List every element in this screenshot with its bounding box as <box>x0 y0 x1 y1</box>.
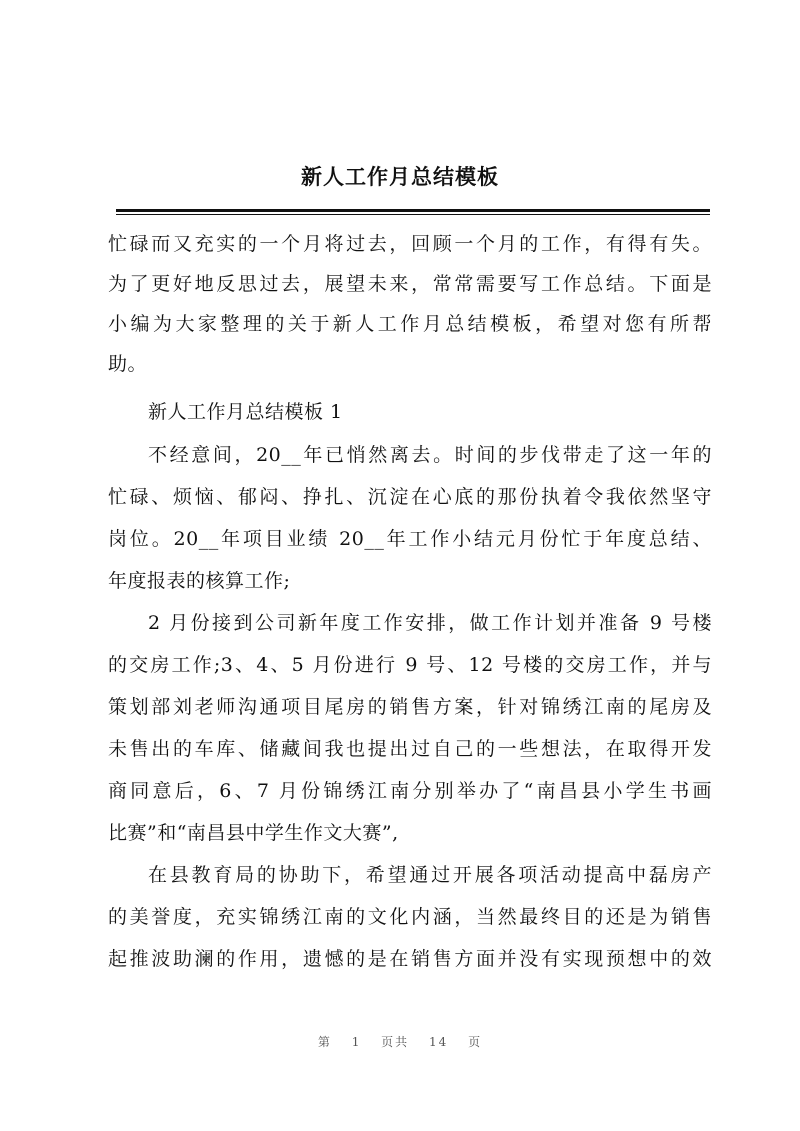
page-footer <box>0 1033 800 1050</box>
footer-prefix: 第 <box>317 1035 332 1049</box>
paragraph-line: 岗位。20__年项目业绩 20__年工作小结元月份忙于年度总结、 <box>108 528 712 550</box>
paragraph-line: 年度报表的核算工作; <box>108 570 291 592</box>
paragraph-line: 2 月份接到公司新年度工作安排，做工作计划并准备 9 号楼 <box>148 612 712 634</box>
footer-total-pages: 14 <box>429 1035 449 1049</box>
paragraph-line: 助。 <box>108 353 148 375</box>
paragraph-line: 小编为大家整理的关于新人工作月总结模板，希望对您有所帮 <box>108 313 712 335</box>
paragraph-line: 忙碌而又充实的一个月将过去，回顾一个月的工作，有得有失。 <box>108 233 712 255</box>
section-heading: 新人工作月总结模板 1 <box>148 401 343 423</box>
paragraph-line: 未售出的车库、储藏间我也提出过自己的一些想法，在取得开发 <box>108 738 712 760</box>
paragraph-line: 忙碌、烦恼、郁闷、挣扎、沉淀在心底的那份执着令我依然坚守 <box>108 486 712 508</box>
paragraph-line: 比赛”和“南昌县中学生作文大赛”, <box>108 822 399 844</box>
paragraph-line: 的交房工作;3、4、5 月份进行 9 号、12 号楼的交房工作，并与 <box>108 654 712 676</box>
paragraph-line: 不经意间，20__年已悄然离去。时间的步伐带走了这一年的 <box>148 444 712 466</box>
document-title: 新人工作月总结模板 <box>301 164 499 189</box>
footer-mid: 页共 <box>381 1035 410 1049</box>
paragraph-line: 为了更好地反思过去，展望未来，常常需要写工作总结。下面是 <box>108 273 712 295</box>
paragraph-line: 商同意后，6、7 月份锦绣江南分别举办了“南昌县小学生书画 <box>108 780 712 802</box>
title-rule-thick <box>116 209 710 212</box>
footer-suffix: 页 <box>468 1035 483 1049</box>
paragraph-line: 的美誉度，充实锦绣江南的文化内涵，当然最终目的还是为销售 <box>108 906 712 928</box>
footer-page-number: 1 <box>351 1035 362 1049</box>
paragraph-line: 策划部刘老师沟通项目尾房的销售方案，针对锦绣江南的尾房及 <box>108 696 712 718</box>
paragraph-line: 起推波助澜的作用，遗憾的是在销售方面并没有实现预想中的效 <box>108 948 712 970</box>
paragraph-line: 在县教育局的协助下，希望通过开展各项活动提高中磊房产 <box>148 864 712 886</box>
title-rule-thin <box>116 214 710 215</box>
